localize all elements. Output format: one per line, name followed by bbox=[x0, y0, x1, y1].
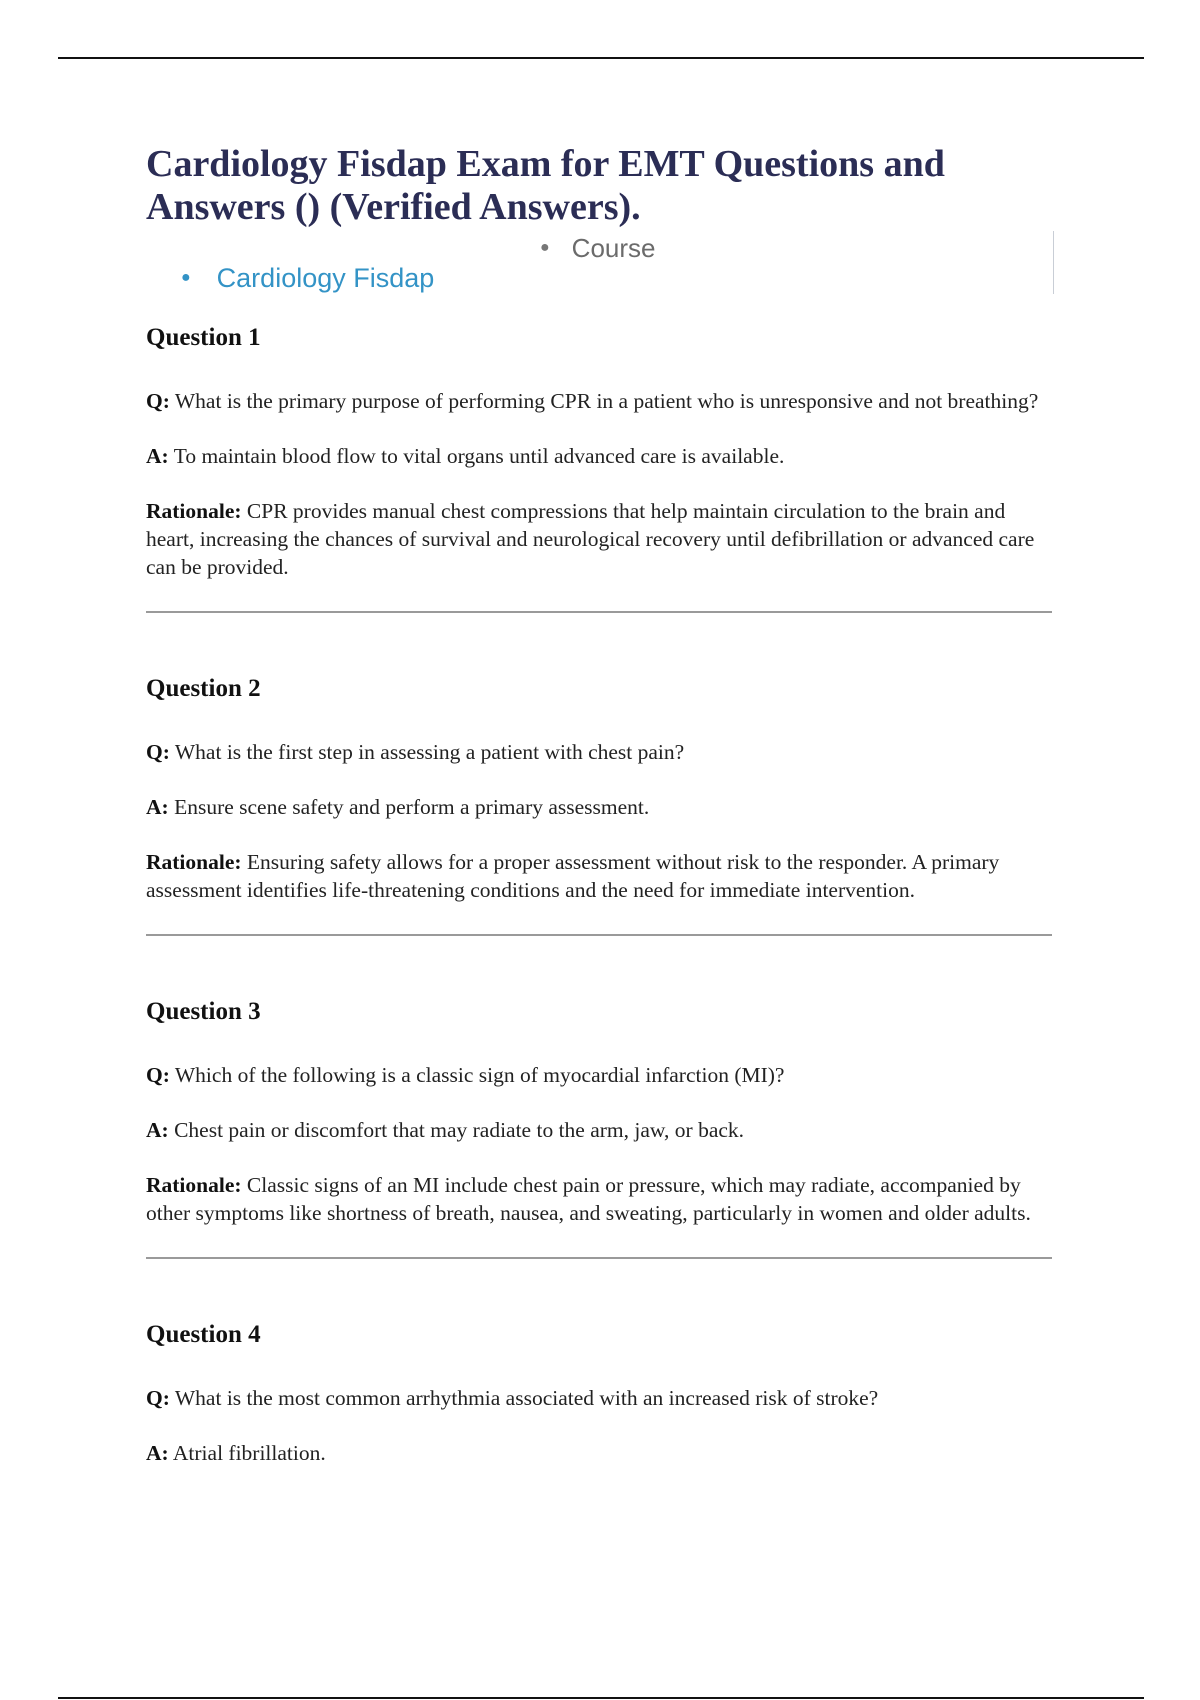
rationale-label: Rationale: bbox=[146, 499, 242, 523]
answer-text bbox=[146, 1439, 1052, 1467]
rationale-text bbox=[146, 848, 1052, 904]
answer-text bbox=[146, 442, 1052, 470]
question-heading: Question 3 bbox=[146, 998, 261, 1025]
document-title: Cardiology Fisdap Exam for EMT Questions and Answers () (Verified Answers). bbox=[146, 143, 945, 228]
question-4 bbox=[146, 1315, 1052, 1467]
q-label: Q: bbox=[146, 1386, 170, 1410]
rationale-label: Rationale: bbox=[146, 1173, 242, 1197]
rationale-label: Rationale: bbox=[146, 850, 242, 874]
a-label: A: bbox=[146, 1118, 169, 1142]
question-heading: Question 1 bbox=[146, 324, 261, 351]
question-body: What is the primary purpose of performing CPR in a patient who is unresponsive and not breathing? bbox=[174, 389, 1039, 413]
question-text bbox=[146, 387, 1052, 415]
question-text bbox=[146, 1061, 1052, 1089]
rationale-body: CPR provides manual chest compressions that help maintain circulation to the brain and heart, increasing the chances of survival and neurological recovery until defibrillation or advanced care can be provided. bbox=[146, 499, 1035, 579]
answer-body: Chest pain or discomfort that may radiate to the arm, jaw, or back. bbox=[174, 1118, 745, 1142]
page-bottom-rule bbox=[58, 1697, 1144, 1699]
course-meta-item bbox=[540, 230, 656, 266]
answer-text bbox=[146, 1116, 1052, 1144]
rationale-body: Classic signs of an MI include chest pain or pressure, which may radiate, accompanied by other symptoms like shortness of breath, nausea, and sweating, particularly in women and older adults. bbox=[146, 1173, 1031, 1225]
page-top-rule bbox=[58, 57, 1144, 59]
course-link-label: Cardiology Fisdap bbox=[216, 263, 435, 293]
question-body: What is the most common arrhythmia associated with an increased risk of stroke? bbox=[174, 1386, 879, 1410]
course-label: Course bbox=[571, 233, 656, 263]
question-text bbox=[146, 1384, 1052, 1412]
bullet-icon: ● bbox=[181, 269, 191, 286]
question-body: What is the first step in assessing a patient with chest pain? bbox=[174, 740, 685, 764]
question-list bbox=[146, 318, 1052, 1467]
question-heading: Question 2 bbox=[146, 675, 261, 702]
q-label: Q: bbox=[146, 740, 170, 764]
meta-divider bbox=[1053, 231, 1054, 294]
rationale-text bbox=[146, 1171, 1052, 1227]
answer-body: Atrial fibrillation. bbox=[172, 1441, 326, 1465]
question-heading: Question 4 bbox=[146, 1321, 261, 1348]
answer-body: To maintain blood flow to vital organs until advanced care is available. bbox=[173, 444, 785, 468]
answer-body: Ensure scene safety and perform a primary assessment. bbox=[174, 795, 650, 819]
a-label: A: bbox=[146, 444, 169, 468]
a-label: A: bbox=[146, 795, 169, 819]
question-body: Which of the following is a classic sign of myocardial infarction (MI)? bbox=[174, 1063, 785, 1087]
question-1 bbox=[146, 318, 1052, 613]
bullet-icon: ● bbox=[540, 239, 550, 256]
q-label: Q: bbox=[146, 389, 170, 413]
q-label: Q: bbox=[146, 1063, 170, 1087]
question-text bbox=[146, 738, 1052, 766]
rationale-body: Ensuring safety allows for a proper assessment without risk to the responder. A primary assessment identifies life-threatening conditions and the need for immediate intervention. bbox=[146, 850, 1000, 902]
question-3 bbox=[146, 992, 1052, 1259]
a-label: A: bbox=[146, 1441, 169, 1465]
course-link[interactable] bbox=[181, 259, 434, 297]
question-2 bbox=[146, 669, 1052, 936]
answer-text bbox=[146, 793, 1052, 821]
rationale-text bbox=[146, 497, 1052, 581]
